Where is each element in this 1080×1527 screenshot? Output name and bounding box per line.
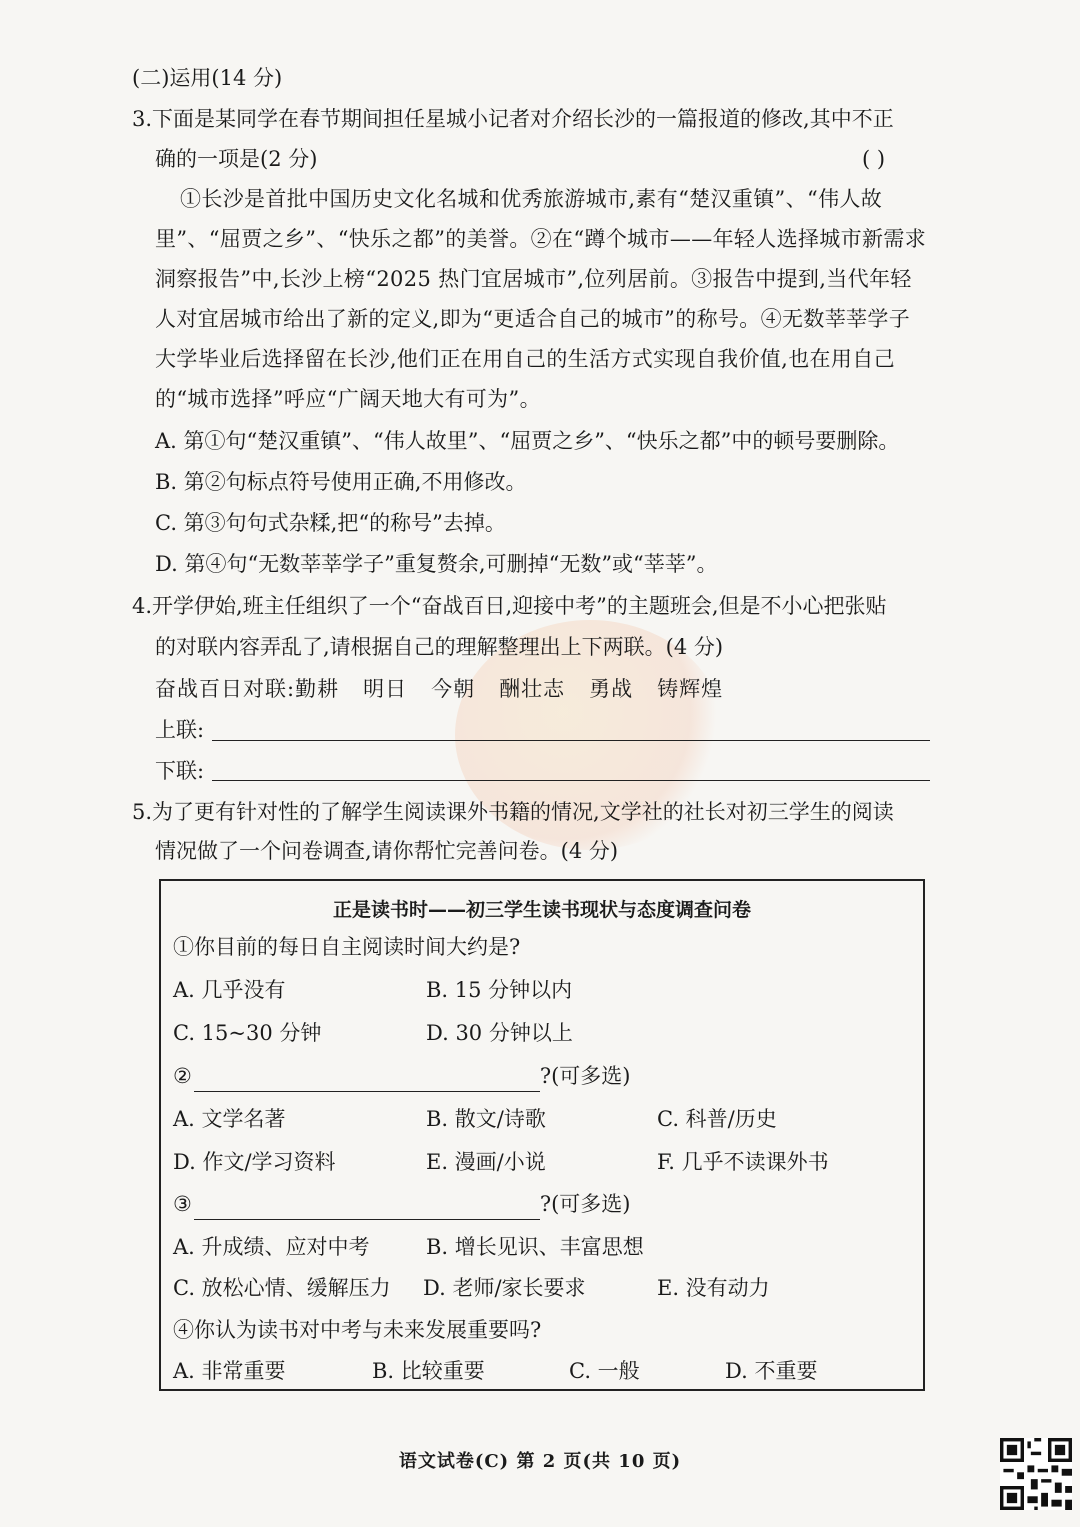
couplet-word: 明日 <box>363 677 408 701</box>
q5-number: 5. <box>132 800 153 824</box>
q3-number: 3. <box>132 107 153 131</box>
survey-title: 正是读书时——初三学生读书现状与态度调查问卷 <box>332 899 751 921</box>
survey-q1-option: D. 30 分钟以上 <box>426 1021 573 1045</box>
survey-q3-option: C. 放松心情、缓解压力 <box>173 1276 391 1300</box>
survey-q4-option: D. 不重要 <box>725 1359 818 1383</box>
survey-q4: ④你认为读书对中考与未来发展重要吗? <box>173 1318 542 1342</box>
couplet-word: 酬壮志 <box>499 677 566 701</box>
survey-q1-option: A. 几乎没有 <box>173 978 286 1002</box>
couplet-word: 今朝 <box>431 677 476 701</box>
survey-q2-option: B. 散文/诗歌 <box>426 1107 546 1131</box>
survey-q3-option: E. 没有动力 <box>657 1276 770 1300</box>
survey-q3: ③ ?(可多选) <box>173 1188 630 1220</box>
survey-q4-option: A. 非常重要 <box>173 1359 286 1383</box>
survey-q3-option: B. 增长见识、丰富思想 <box>426 1235 644 1259</box>
q3-passage-line: 的“城市选择”呼应“广阔天地大有可为”。 <box>155 387 541 411</box>
q3-option-d: D. 第④句“无数莘莘学子”重复赘余,可删掉“无数”或“莘莘”。 <box>155 552 718 576</box>
upper-couplet-label: 上联: <box>155 718 205 742</box>
q4-couplet-words <box>155 673 747 705</box>
page-footer: 语文试卷(C) 第 2 页(共 10 页) <box>398 1451 682 1472</box>
survey-q4-option: B. 比较重要 <box>372 1359 485 1383</box>
q3-option-c: C. 第③句句式杂糅,把“的称号”去掉。 <box>155 511 506 535</box>
survey-q2: ② ?(可多选) <box>173 1060 630 1092</box>
survey-q2-option: D. 作文/学习资料 <box>173 1150 336 1174</box>
q3-option-a: A. 第①句“楚汉重镇”、“伟人故里”、“屈贾之乡”、“快乐之都”中的顿号要删除。 <box>155 429 900 453</box>
survey-box <box>159 879 925 1391</box>
survey-q1-option: C. 15~30 分钟 <box>173 1021 322 1045</box>
lower-couplet-answer-line[interactable] <box>212 780 930 781</box>
survey-q2-option: C. 科普/历史 <box>657 1107 777 1131</box>
couplet-prefix: 奋战百日对联: <box>155 677 296 701</box>
survey-q2-blank[interactable] <box>194 1071 540 1092</box>
survey-q3-option: D. 老师/家长要求 <box>423 1276 586 1300</box>
couplet-word: 勇战 <box>589 677 634 701</box>
survey-q2-option: F. 几乎不读课外书 <box>657 1150 829 1174</box>
q3-passage-line: 里”、“屈贾之乡”、“快乐之都”的美誉。②在“蹲个城市——年轻人选择城市新需求 <box>155 227 927 251</box>
q3-answer-paren[interactable]: ( ) <box>862 147 886 171</box>
q5-stem-line1: 5.为了更有针对性的了解学生阅读课外书籍的情况,文学社的社长对初三学生的阅读 <box>132 800 894 824</box>
survey-q2-option: A. 文学名著 <box>173 1107 286 1131</box>
section-heading: (二)运用(14 分) <box>132 66 283 90</box>
q3-option-b: B. 第②句标点符号使用正确,不用修改。 <box>155 470 527 494</box>
survey-q1: ①你目前的每日自主阅读时间大约是? <box>173 935 521 959</box>
survey-q4-option: C. 一般 <box>569 1359 640 1383</box>
q3-passage-line: 人对宜居城市给出了新的定义,即为“更适合自己的城市”的称号。④无数莘莘学子 <box>155 307 911 331</box>
q5-stem-line2: 情况做了一个问卷调查,请你帮忙完善问卷。(4 分) <box>155 839 619 863</box>
qr-code-icon <box>1000 1438 1072 1510</box>
q3-passage-line: 洞察报告”中,长沙上榜“2025 热门宜居城市”,位列居前。③报告中提到,当代年轻 <box>155 267 912 291</box>
q4-stem-line2: 的对联内容弄乱了,请根据自己的理解整理出上下两联。(4 分) <box>155 635 724 659</box>
survey-q3-option: A. 升成绩、应对中考 <box>173 1235 370 1259</box>
q3-stem-line1: 3.下面是某同学在春节期间担任星城小记者对介绍长沙的一篇报道的修改,其中不正 <box>132 107 894 131</box>
survey-q3-blank[interactable] <box>194 1199 540 1220</box>
survey-q1-option: B. 15 分钟以内 <box>426 978 573 1002</box>
q3-stem-line2: 确的一项是(2 分) <box>155 147 318 171</box>
couplet-word: 勤耕 <box>295 677 340 701</box>
q3-passage-line: 大学毕业后选择留在长沙,他们正在用自己的生活方式实现自我价值,也在用自己 <box>155 347 895 371</box>
couplet-word: 铸辉煌 <box>657 677 724 701</box>
lower-couplet-label: 下联: <box>155 759 205 783</box>
q4-stem-line1: 4.开学伊始,班主任组织了一个“奋战百日,迎接中考”的主题班会,但是不小心把张贴 <box>132 594 887 618</box>
survey-q2-option: E. 漫画/小说 <box>426 1150 546 1174</box>
q3-passage-line: ①长沙是首批中国历史文化名城和优秀旅游城市,素有“楚汉重镇”、“伟人故 <box>180 187 883 211</box>
upper-couplet-answer-line[interactable] <box>212 740 930 741</box>
q4-number: 4. <box>132 594 153 618</box>
